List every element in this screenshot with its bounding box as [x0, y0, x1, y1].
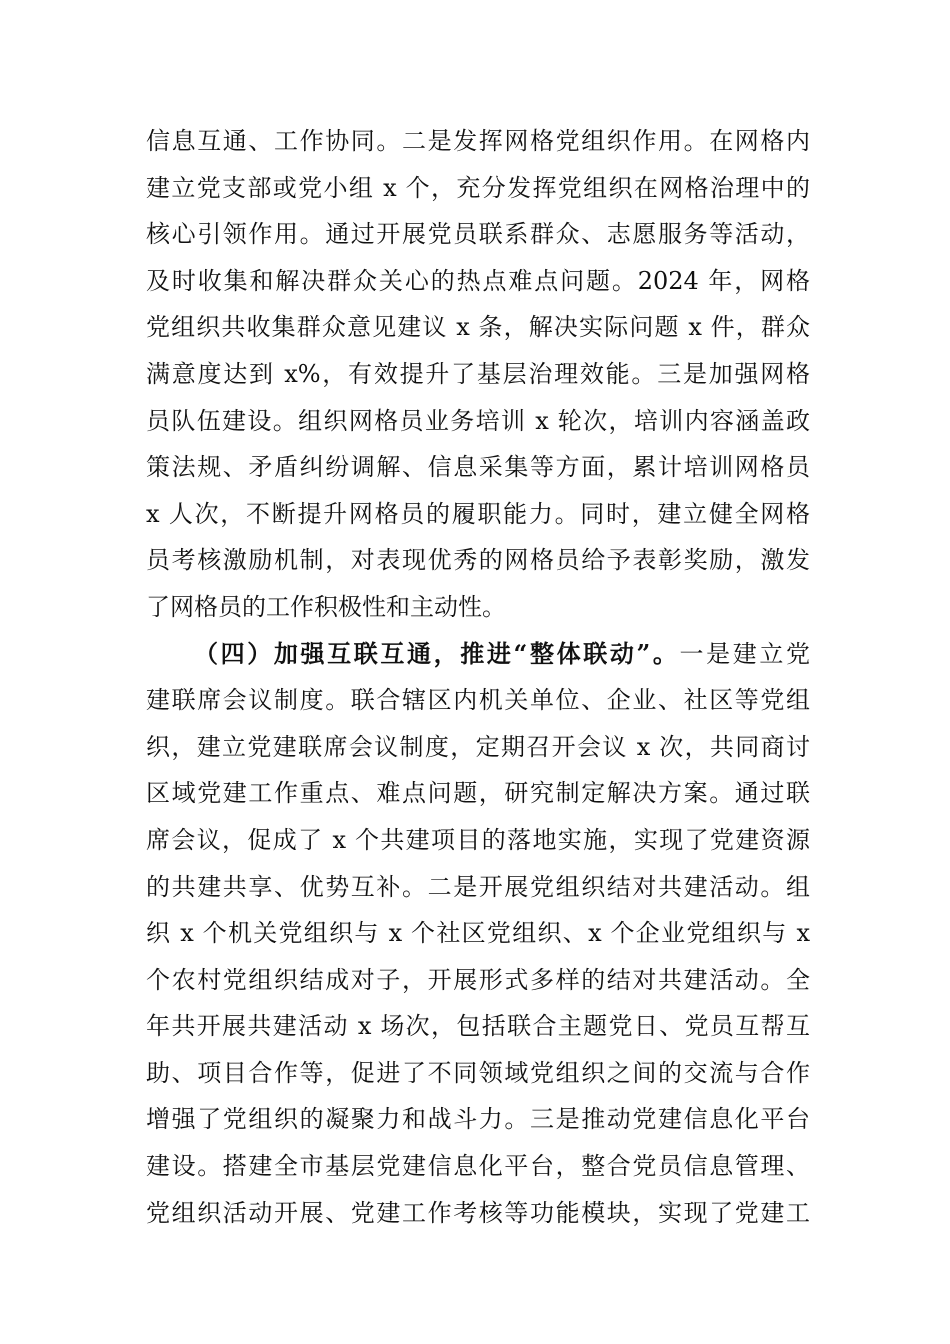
text-line: 织，建立党建联席会议制度，定期召开会议 x 次，共同商讨 — [146, 732, 810, 761]
paragraph-grid-governance — [146, 118, 810, 631]
section-heading: （四）加强互联互通，推进“整体联动”。 — [194, 638, 680, 668]
text-line: 及时收集和解决群众关心的热点难点问题。2024 年，网格 — [146, 266, 810, 295]
paragraph-interconnection — [146, 631, 810, 1237]
text-line-first — [146, 631, 810, 678]
text-line: 的共建共享、优势互补。二是开展党组织结对共建活动。组 — [146, 872, 810, 901]
text-line: 年共开展共建活动 x 场次，包括联合主题党日、党员互帮互 — [146, 1012, 810, 1041]
text-line: 席会议，促成了 x 个共建项目的落地实施，实现了党建资源 — [146, 825, 810, 854]
text-line: 员队伍建设。组织网格员业务培训 x 轮次，培训内容涵盖政 — [146, 406, 810, 435]
text-line: 建立党支部或党小组 x 个，充分发挥党组织在网格治理中的 — [146, 173, 810, 202]
text-line: 策法规、矛盾纠纷调解、信息采集等方面，累计培训网格员 — [146, 453, 810, 482]
text-line: 建联席会议制度。联合辖区内机关单位、企业、社区等党组 — [146, 686, 810, 715]
text-line: 织 x 个机关党组织与 x 个社区党组织、x 个企业党组织与 x — [146, 919, 810, 948]
text-line: 党组织活动开展、党建工作考核等功能模块，实现了党建工 — [146, 1198, 810, 1227]
text-line: 信息互通、工作协同。二是发挥网格党组织作用。在网格内 — [146, 127, 810, 155]
text-line: 建设。搭建全市基层党建信息化平台，整合党员信息管理、 — [146, 1152, 810, 1181]
body-text — [146, 118, 810, 1236]
text-span: 一是建立党 — [679, 639, 811, 668]
text-line: 增强了党组织的凝聚力和战斗力。三是推动党建信息化平台 — [146, 1105, 810, 1134]
text-line: 满意度达到 x%，有效提升了基层治理效能。三是加强网格 — [146, 359, 810, 388]
text-line: 员考核激励机制，对表现优秀的网格员给予表彰奖励，激发 — [146, 546, 810, 575]
text-line: 核心引领作用。通过开展党员联系群众、志愿服务等活动， — [146, 220, 810, 249]
text-line: 助、项目合作等，促进了不同领域党组织之间的交流与合作 — [146, 1058, 810, 1087]
text-line: 区域党建工作重点、难点问题，研究制定解决方案。通过联 — [146, 779, 810, 808]
text-line: 了网格员的工作积极性和主动性。 — [146, 592, 506, 621]
text-line: 个农村党组织结成对子，开展形式多样的结对共建活动。全 — [146, 965, 810, 994]
text-line: 党组织共收集群众意见建议 x 条，解决实际问题 x 件，群众 — [146, 313, 810, 342]
text-line: x 人次，不断提升网格员的履职能力。同时，建立健全网格 — [146, 499, 810, 528]
